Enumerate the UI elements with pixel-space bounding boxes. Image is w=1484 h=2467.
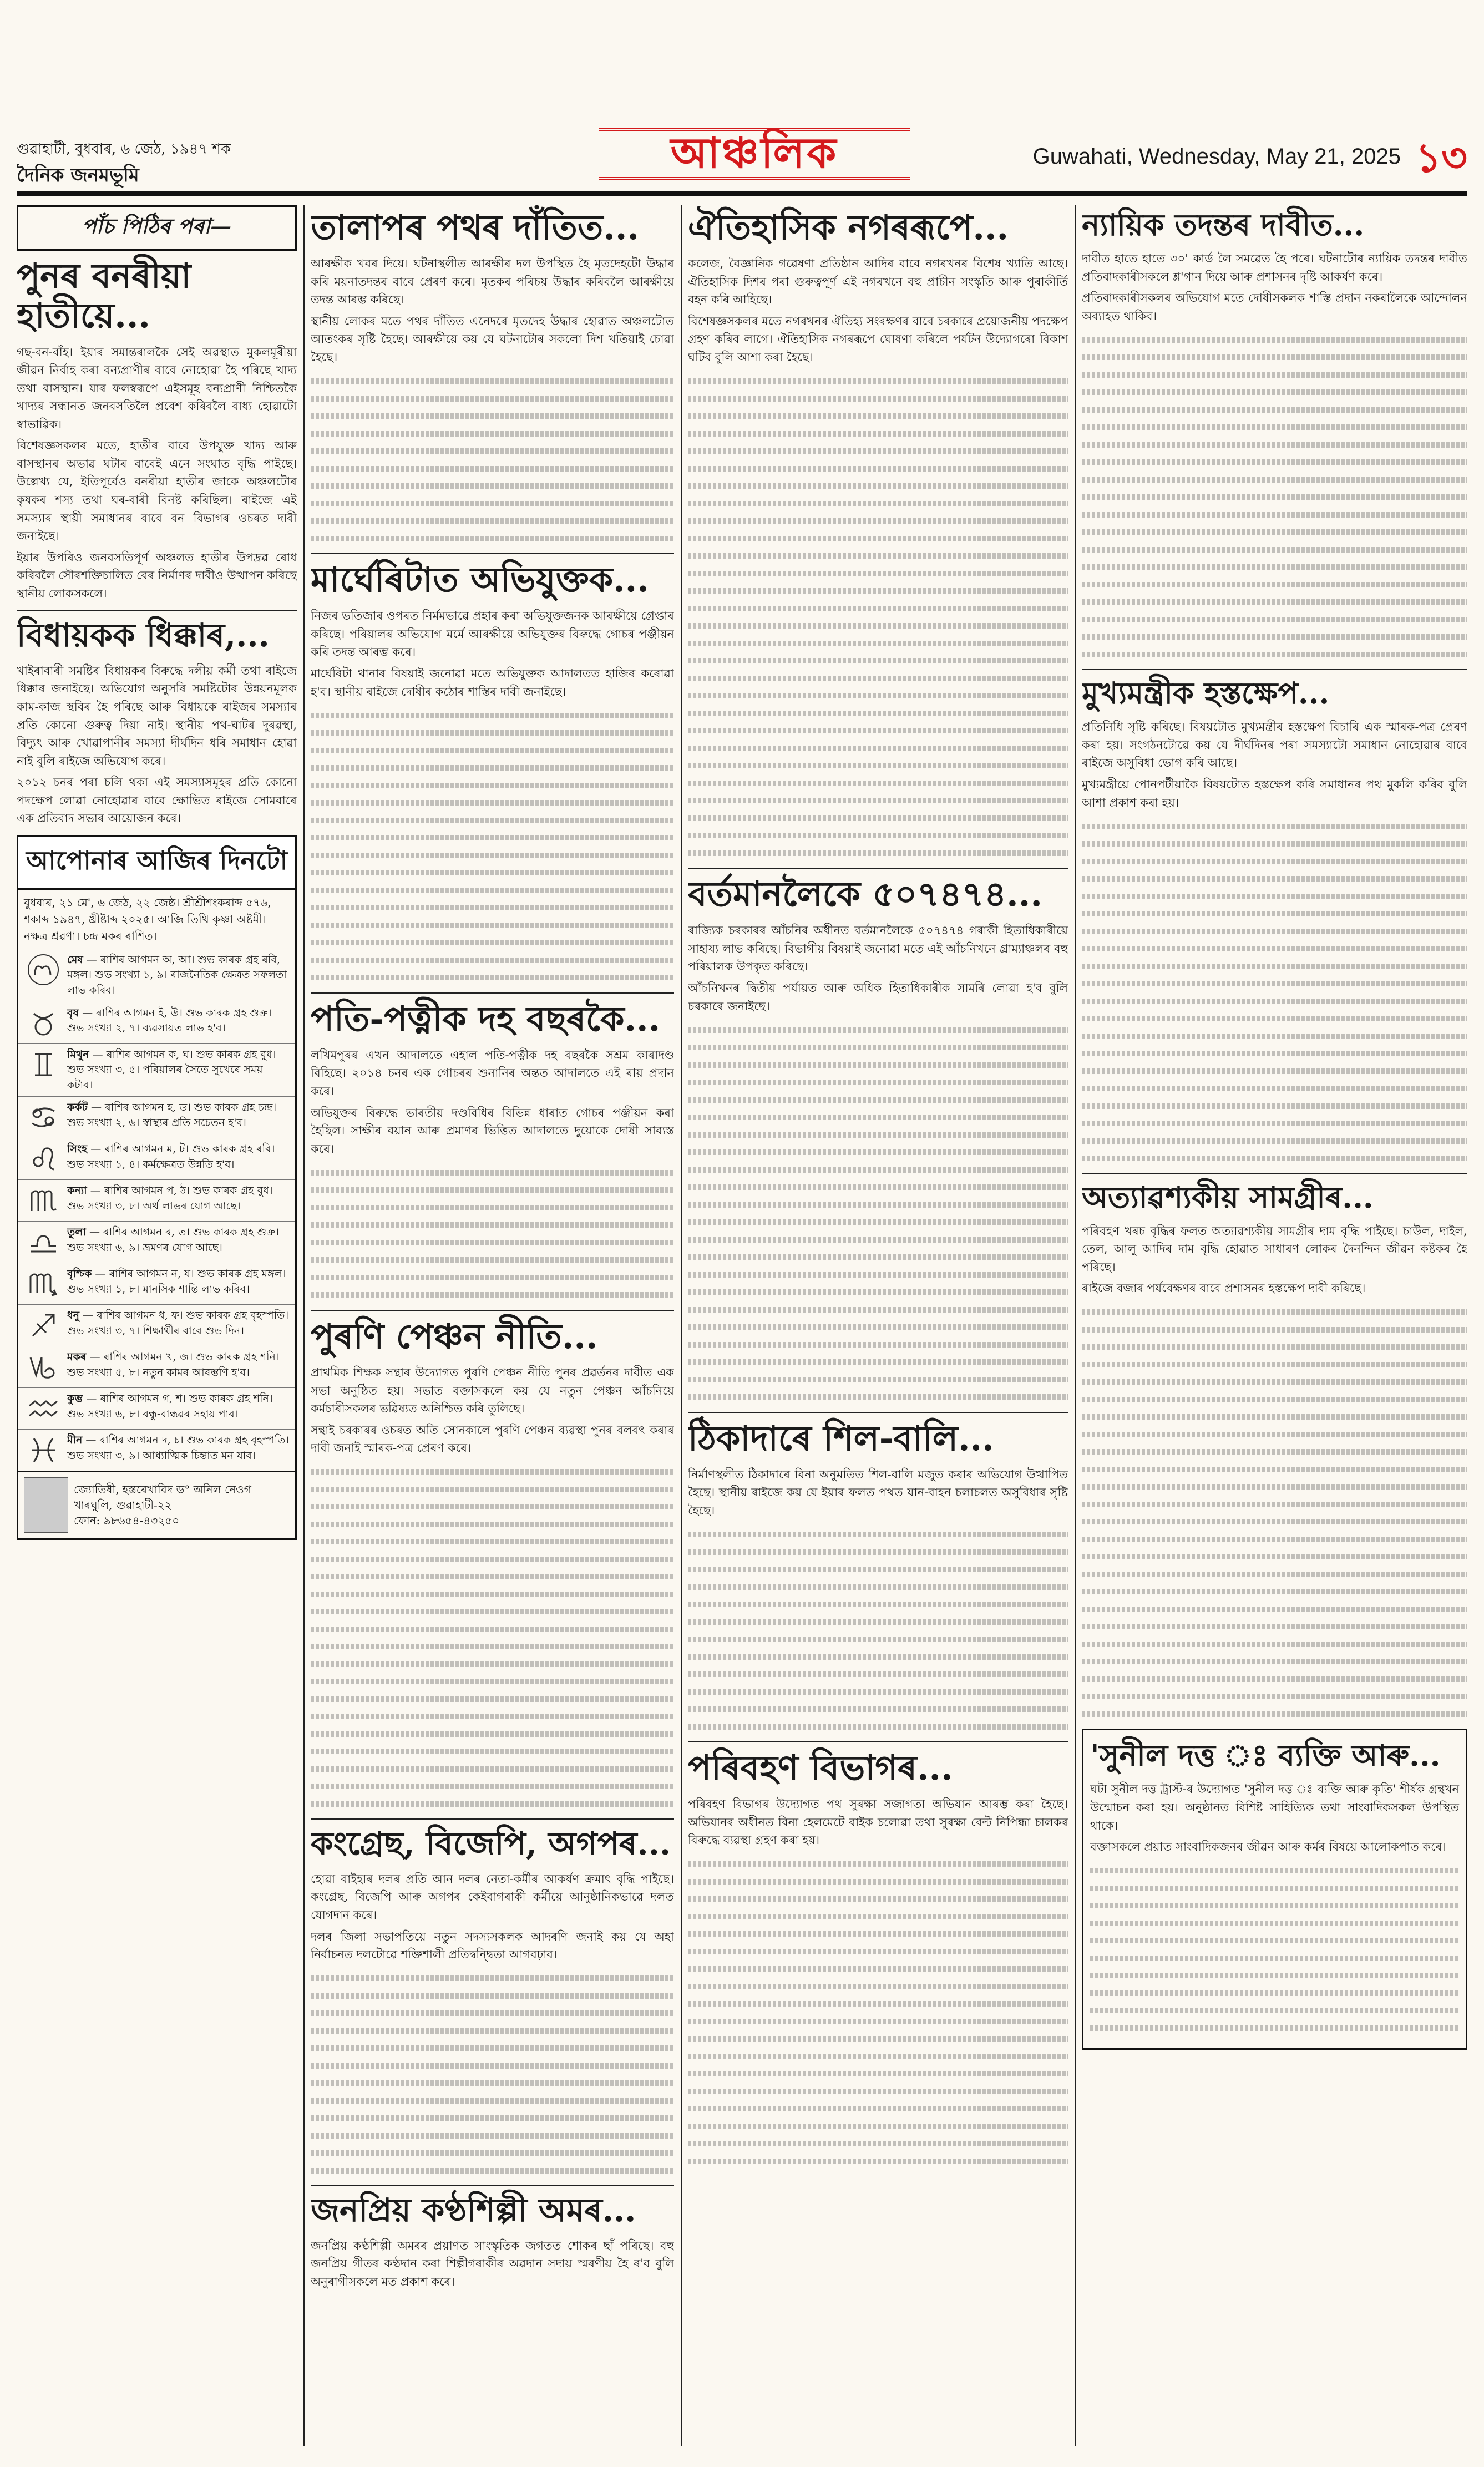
- astrologer-text: জ্যোতিষী, হস্তৰেখাবিদ ড° অনিল নেওগ খাৰঘুলি, গুৱাহাটী-২২ ফোন: ৯৮৬৫৪-৪৩২৫০: [74, 1483, 251, 1528]
- date-left: গুৱাহাটী, বুধবাৰ, ৬ জেঠ, ১৯৪৭ শক: [17, 141, 231, 158]
- headline-singer: জনপ্ৰিয় কণ্ঠশিল্পী অমৰ...: [311, 2191, 636, 2230]
- leo-icon: [24, 1142, 63, 1176]
- horoscope-sign: কুম্ভ — ৰাশিৰ আগমন গ, শ। শুভ কাৰক গ্ৰহ শনি। শুভ সংখ্যা ৬, ৮। বন্ধু-বান্ধৱৰ সহায় পাব।: [18, 1387, 295, 1429]
- sign-name: কৰ্কট: [67, 1101, 88, 1114]
- article-paragraph: নিৰ্মাণস্থলীত ঠিকাদাৰে বিনা অনুমতিত শিল-বালি মজুত কৰাৰ অভিযোগ উত্থাপিত হৈছে। স্থানীয় ৰাইজে কয় যে ইয়াৰ ফলত পথত যান-বাহন চলাচলত অসুবিধাৰ সৃষ্টি হৈছে।: [688, 1467, 1068, 1517]
- date-right: Guwahati, Wednesday, May 21, 2025: [1032, 144, 1401, 169]
- sign-text: ৰাশিৰ আগমন ই, উ। শুভ কাৰক গ্ৰহ শুক্ৰ। শুভ সংখ্যা ২, ৭। ব্যৱসায়ত লাভ হ'ব।: [67, 1006, 272, 1035]
- horoscope-sign: সিংহ — ৰাশিৰ আগমন ম, ট। শুভ কাৰক গ্ৰহ ৰবি। শুভ সংখ্যা ১, ৪। কৰ্মক্ষেত্ৰত উন্নতি হ'ব।: [18, 1138, 295, 1179]
- article-paragraph: দলৰ জিলা সভাপতিয়ে নতুন সদস্যসকলক আদৰণি জনাই কয় যে অহা নিৰ্বাচনত দলটোৱে শক্তিশালী প্ৰতিদ্বন্দ্বিতা আগবঢ়াব।: [311, 1929, 674, 1962]
- article-paragraph: ৰাইজে বজাৰ পৰ্যবেক্ষণৰ বাবে প্ৰশাসনৰ হস্তক্ষেপ দাবী কৰিছে।: [1082, 1281, 1366, 1295]
- story-separator: [688, 868, 1068, 869]
- sign-name: কুম্ভ: [67, 1392, 83, 1405]
- sign-name: মেষ: [67, 953, 83, 966]
- horoscope-sign: তুলা — ৰাশিৰ আগমন ৰ, ত। শুভ কাৰক গ্ৰহ শুক্ৰ। শুভ সংখ্যা ৬, ৯। ভ্ৰমণৰ যোগ আছে।: [18, 1221, 295, 1263]
- libra-icon: [24, 1225, 63, 1259]
- horoscope-sign: মকৰ — ৰাশিৰ আগমন খ, জ। শুভ কাৰক গ্ৰহ শনি। শুভ সংখ্যা ৫, ৮। নতুন কামৰ আৰম্ভণি হ'ব।: [18, 1346, 295, 1387]
- story-separator: [311, 1818, 674, 1820]
- story-separator: [1082, 669, 1467, 670]
- article-paragraph: নিজৰ ভতিজাৰ ওপৰত নিৰ্মমভাৱে প্ৰহাৰ কৰা অভিযুক্তজনক আৰক্ষীয়ে গ্ৰেপ্তাৰ কৰিছে। পৰিয়ালৰ অভিযোগ মৰ্মে আৰক্ষীয়ে অভিযুক্তৰ বিৰুদ্ধে গোচৰ পঞ্জীয়ন কৰি তদন্ত আৰম্ভ কৰে।: [311, 609, 674, 659]
- article-paragraph: প্ৰতিনিধি সৃষ্টি কৰিছে। বিষয়টোত মুখ্যমন্ত্ৰীৰ হস্তক্ষেপ বিচাৰি এক স্মাৰক-পত্ৰ প্ৰেৰণ কৰা হয়। সংগঠনটোৱে কয় যে দীৰ্ঘদিনৰ পৰা সমস্যাটো সমাধান নোহোৱাৰ বাবে ৰাইজে অসুবিধা ভোগ কৰি আছে।: [1082, 720, 1467, 770]
- astrologer-photo: [24, 1477, 68, 1533]
- horoscope-sign: মীন — ৰাশিৰ আগমন দ, চ। শুভ কাৰক গ্ৰহ বৃহস্পতি। শুভ সংখ্যা ৩, ৯। আধ্যাত্মিক চিন্তাত মন যাব।: [18, 1429, 295, 1471]
- text-filler: [311, 1170, 674, 1298]
- article-paragraph: বিশেষজ্ঞসকলৰ মতে, হাতীৰ বাবে উপযুক্ত খাদ্য আৰু বাসস্থানৰ অভাৱ ঘটাৰ বাবেই এনে সংঘাত বৃদ্ধি পাইছে। উল্লেখ্য যে, ইতিপূৰ্বেও বনৰীয়া হাতীৰ জাকে অঞ্চলটোৰ কৃষকৰ শস্য তথা ঘৰ-বাৰী বিনষ্ট কৰিছিল। ৰাইজে এই সমস্যাৰ স্থায়ী সমাধানৰ বাবে বন বিভাগৰ ওচৰত দাবী জনাইছে।: [17, 439, 297, 543]
- headline-mla: বিধায়কক ধিক্কাৰ,...: [17, 616, 270, 655]
- article-paragraph: ৰাজ্যিক চৰকাৰৰ আঁচনিৰ অধীনত বৰ্তমানলৈকে ৫০৭৪৭৪ গৰাকী হিতাধিকাৰীয়ে সাহায্য লাভ কৰিছে। বিভাগীয় বিষয়াই জনোৱা মতে এই আঁচনিখনে গ্ৰাম্যাঞ্চলৰ বহু পৰিয়ালক উপকৃত কৰিছে।: [688, 924, 1068, 974]
- headline-contractor: ঠিকাদাৰে শিল-বালি...: [688, 1417, 994, 1458]
- headline-parties: কংগ্ৰেছ, বিজেপি, অগপৰ...: [311, 1825, 671, 1863]
- article-paragraph: স্থানীয় লোকৰ মতে পথৰ দাঁতিত এনেদৰে মৃতদেহ উদ্ধাৰ হোৱাত অঞ্চলটোত আতংকৰ সৃষ্টি হৈছে। আৰক্ষীয়ে কয় যে ঘটনাটোৰ সকলো দিশ খতিয়াই চোৱা হৈছে।: [311, 314, 674, 364]
- story-separator: [311, 553, 674, 554]
- sign-text: ৰাশিৰ আগমন ম, ট। শুভ কাৰক গ্ৰহ ৰবি। শুভ সংখ্যা ১, ৪। কৰ্মক্ষেত্ৰত উন্নতি হ'ব।: [67, 1143, 275, 1171]
- column-1: [17, 205, 297, 2446]
- scorpio-icon: [24, 1267, 63, 1301]
- sign-text: ৰাশিৰ আগমন অ, আ। শুভ কাৰক গ্ৰহ ৰবি, মঙ্গল। শুভ সংখ্যা ১, ৯। ৰাজনৈতিক ক্ষেত্ৰত সফলতা লাভ কৰিব।: [67, 953, 287, 996]
- text-filler: [1082, 337, 1467, 657]
- sign-name: বৃষ: [67, 1006, 79, 1019]
- sign-text: ৰাশিৰ আগমন ধ, ফ। শুভ কাৰক গ্ৰহ বৃহস্পতি। শুভ সংখ্যা ৩, ৭। শিক্ষাৰ্থীৰ বাবে শুভ দিন।: [67, 1309, 289, 1337]
- top-rule: [17, 191, 1467, 196]
- text-filler: [311, 713, 674, 981]
- headline-pension: পুৰণি পেঞ্চন নীতি...: [311, 1315, 598, 1356]
- text-filler: [688, 1027, 1068, 1400]
- sign-text: ৰাশিৰ আগমন হ, ড। শুভ কাৰক গ্ৰহ চন্দ্ৰ। শুভ সংখ্যা ২, ৬। স্বাস্থ্যৰ প্ৰতি সচেতন হ'ব।: [67, 1101, 277, 1129]
- story-separator: [1082, 1173, 1467, 1174]
- article-paragraph: গছ-বন-বাঁহ। ইয়াৰ সমান্তৰালকৈ সেই অৱস্থাত মুকলমূৰীয়া জীৱন নিৰ্বাহ কৰা বন্যপ্ৰাণীৰ বাবে নোহোৱা হৈ পৰিছে খাদ্য তথা বাসস্থান। যাৰ ফলস্বৰূপে এইসমূহ বন্যপ্ৰাণী নিশ্চিতকৈ খাদ্যৰ সন্ধানত জনবসতিলৈ প্ৰবেশ কৰিবলৈ বাধ্য হোৱাটো স্বাভাৱিক।: [17, 345, 297, 431]
- story-separator: [311, 2185, 674, 2186]
- article-paragraph: বক্তাসকলে প্ৰয়াত সাংবাদিকজনৰ জীৱন আৰু কৰ্মৰ বিষয়ে আলোকপাত কৰে।: [1090, 1840, 1446, 1854]
- sign-text: ৰাশিৰ আগমন গ, শ। শুভ কাৰক গ্ৰহ শনি। শুভ সংখ্যা ৬, ৮। বন্ধু-বান্ধৱৰ সহায় পাব।: [67, 1392, 273, 1420]
- article-paragraph: ২০১২ চনৰ পৰা চলি থকা এই সমস্যাসমূহৰ প্ৰতি কোনো পদক্ষেপ লোৱা নোহোৱাৰ বাবে ক্ষোভিত ৰাইজে সোমবাৰে এক প্ৰতিবাদ সভাৰ আয়োজন কৰে।: [17, 776, 297, 825]
- page-number: ১৩: [1415, 134, 1467, 181]
- story-separator: [311, 992, 674, 994]
- horoscope-sign: মিথুন — ৰাশিৰ আগমন ক, ঘ। শুভ কাৰক গ্ৰহ বুধ। শুভ সংখ্যা ৩, ৫। পৰিয়ালৰ সৈতে সুখেৰে সময় কটাব।: [18, 1043, 295, 1097]
- text-filler: [311, 378, 674, 541]
- sign-name: বৃশ্চিক: [67, 1268, 92, 1280]
- column-3: [688, 205, 1068, 2446]
- sign-name: মীন: [67, 1434, 83, 1447]
- sign-name: মকৰ: [67, 1351, 87, 1364]
- horoscope-intro: বুধবাৰ, ২১ মে', ৬ জেঠ, ২২ জেষ্ঠ। শ্ৰীশ্ৰীশংকৰাব্দ ৫৭৬, শকাব্দ ১৯৪৭, খ্ৰীষ্টাব্দ ২০২৫। আজি তিথি কৃষ্ণা অষ্টমী। নক্ষত্ৰ শ্ৰৱণা। চন্দ্ৰ মকৰ ৰাশিত।: [24, 895, 271, 943]
- article-paragraph: হোৱা বাইহাৰ দলৰ প্ৰতি আন দলৰ নেতা-কৰ্মীৰ আকৰ্ষণ ক্ৰমাৎ বৃদ্ধি পাইছে। কংগ্ৰেছ, বিজেপি আৰু অগপৰ কেইবাগৰাকী কৰ্মীয়ে আনুষ্ঠানিকভাৱে দলত যোগদান কৰে।: [311, 1872, 674, 1922]
- paper-name: দৈনিক জনমভূমি: [17, 164, 139, 186]
- article-paragraph: মুখ্যমন্ত্ৰীয়ে পোনপটীয়াকৈ বিষয়টোত হস্তক্ষেপ কৰি সমাধানৰ পথ মুকলি কৰিব বুলি আশা প্ৰকাশ কৰা হয়।: [1082, 778, 1467, 809]
- text-filler: [1090, 1868, 1459, 2031]
- column-2: [311, 205, 674, 2446]
- headline-couple: পতি-পত্নীক দহ বছৰকৈ...: [311, 998, 661, 1039]
- headline-talap: তালাপৰ পথৰ দাঁতিত...: [311, 207, 640, 247]
- aquarius-icon: [24, 1391, 63, 1426]
- headline-margherita: মাৰ্ঘেৰিটাত অভিযুক্তক...: [311, 559, 649, 600]
- article-paragraph: প্ৰতিবাদকাৰীসকলৰ অভিযোগ মতে দোষীসকলক শাস্তি প্ৰদান নকৰালৈকে আন্দোলন অব্যাহত থাকিব।: [1082, 291, 1467, 323]
- horoscope-sign: বৃশ্চিক — ৰাশিৰ আগমন ন, য। শুভ কাৰক গ্ৰহ মঙ্গল। শুভ সংখ্যা ১, ৮। মানসিক শান্তি লাভ কৰিব।: [18, 1263, 295, 1304]
- text-filler: [688, 1861, 1068, 2164]
- capricorn-icon: [24, 1350, 63, 1384]
- continued-kicker: পাঁচ পিঠিৰ পৰা—: [17, 205, 297, 251]
- article-paragraph: আঁচনিখনৰ দ্বিতীয় পৰ্যায়ত আৰু অধিক হিতাধিকাৰীক সামৰি লোৱা হ'ব বুলি চৰকাৰে জনাইছে।: [688, 981, 1068, 1013]
- sign-text: ৰাশিৰ আগমন ৰ, ত। শুভ কাৰক গ্ৰহ শুক্ৰ। শুভ সংখ্যা ৬, ৯। ভ্ৰমণৰ যোগ আছে।: [67, 1226, 279, 1254]
- headline-transport: পৰিবহণ বিভাগৰ...: [688, 1747, 953, 1789]
- sign-name: তুলা: [67, 1226, 86, 1239]
- story-separator: [311, 1310, 674, 1311]
- sunil-dutta-box: [1082, 1729, 1467, 2050]
- sign-text: ৰাশিৰ আগমন ন, য। শুভ কাৰক গ্ৰহ মঙ্গল। শুভ সংখ্যা ১, ৮। মানসিক শান্তি লাভ কৰিব।: [67, 1268, 286, 1295]
- article-paragraph: জনপ্ৰিয় কণ্ঠশিল্পী অমৰৰ প্ৰয়াণত সাংস্কৃতিক জগতত শোকৰ ছাঁ পৰিছে। বহু জনপ্ৰিয় গীতৰ কণ্ঠদান কৰা শিল্পীগৰাকীৰ অৱদান সদায় স্মৰণীয় হৈ ৰ'ব বুলি অনুৰাগীসকলে মত প্ৰকাশ কৰে।: [311, 2238, 674, 2288]
- headline-number: বৰ্তমানলৈকে ৫০৭৪৭৪...: [688, 874, 1042, 915]
- sign-name: মিথুন: [67, 1048, 89, 1061]
- column-divider: [303, 205, 305, 2446]
- sign-name: সিংহ: [67, 1143, 88, 1156]
- text-filler: [688, 378, 1068, 856]
- article-paragraph: প্ৰাথমিক শিক্ষক সন্থাৰ উদ্যোগত পুৰণি পেঞ্চন নীতি পুনৰ প্ৰৱৰ্তনৰ দাবীত এক সভা অনুষ্ঠিত হয়। সভাত বক্তাসকলে কয় যে নতুন পেঞ্চন আঁচনিয়ে কৰ্মচাৰীসকলৰ ভৱিষ্যত অনিশ্চিত কৰি তুলিছে।: [311, 1365, 674, 1416]
- text-filler: [1082, 1309, 1467, 1717]
- horoscope-sign: মেষ — ৰাশিৰ আগমন অ, আ। শুভ কাৰক গ্ৰহ ৰবি, মঙ্গল। শুভ সংখ্যা ১, ৯। ৰাজনৈতিক ক্ষেত্ৰত সফলতা লাভ কৰিব।: [18, 949, 295, 1002]
- horoscope-box: [17, 835, 297, 1540]
- headline-elephant: পুনৰ বনৰীয়া হাতীয়ে...: [17, 256, 191, 336]
- sign-text: ৰাশিৰ আগমন ক, ঘ। শুভ কাৰক গ্ৰহ বুধ। শুভ সংখ্যা ৩, ৫। পৰিয়ালৰ সৈতে সুখেৰে সময় কটাব।: [67, 1048, 276, 1091]
- text-filler: [311, 1975, 674, 2174]
- aries-icon: [24, 953, 63, 987]
- article-paragraph: আৰক্ষীক খবৰ দিয়ে। ঘটনাস্থলীত আৰক্ষীৰ দল উপস্থিত হৈ মৃতদেহটো উদ্ধাৰ কৰি ময়নাতদন্তৰ বাবে প্ৰেৰণ কৰে। মৃতকৰ পৰিচয় উদ্ধাৰ কৰিবলৈ আৰক্ষীয়ে তদন্ত আৰম্ভ কৰিছে।: [311, 257, 674, 307]
- gemini-icon: [24, 1047, 63, 1082]
- article-paragraph: কলেজ, বৈজ্ঞানিক গৱেষণা প্ৰতিষ্ঠান আদিৰ বাবে নগৰখনৰ বিশেষ খ্যাতি আছে। ঐতিহাসিক দিশৰ পৰা গুৰুত্বপূৰ্ণ এই নগৰখনে বহু প্ৰাচীন সংস্কৃতি আৰু পুৰাকীৰ্তি বহন কৰি আহিছে।: [688, 257, 1068, 307]
- headline-cm: মুখ্যমন্ত্ৰীক হস্তক্ষেপ...: [1082, 675, 1330, 711]
- article-paragraph: সন্থাই চৰকাৰৰ ওচৰত অতি সোনকালে পুৰণি পেঞ্চন ব্যৱস্থা পুনৰ বলবৎ কৰাৰ দাবী জনাই স্মাৰক-পত্ৰ প্ৰেৰণ কৰে।: [311, 1423, 674, 1455]
- pisces-icon: [24, 1433, 63, 1467]
- horoscope-sign: ধনু — ৰাশিৰ আগমন ধ, ফ। শুভ কাৰক গ্ৰহ বৃহস্পতি। শুভ সংখ্যা ৩, ৭। শিক্ষাৰ্থীৰ বাবে শুভ দিন।: [18, 1304, 295, 1346]
- text-filler: [1082, 824, 1467, 1162]
- taurus-icon: [24, 1006, 63, 1040]
- article-paragraph: লখিমপুৰৰ এখন আদালতে এহাল পতি-পত্নীক দহ বছৰকৈ সশ্ৰম কাৰাদণ্ড বিহিছে। ২০১৪ চনৰ এক গোচৰৰ শুনানিৰ অন্তত আদালতে এই ৰায় প্ৰদান কৰে।: [311, 1048, 674, 1098]
- article-paragraph: পৰিবহণ খৰচ বৃদ্ধিৰ ফলত অত্যাৱশ্যকীয় সামগ্ৰীৰ দাম বৃদ্ধি পাইছে। চাউল, দাইল, তেল, আলু আদিৰ দাম বৃদ্ধি হোৱাত সাধাৰণ লোকৰ দৈনন্দিন জীৱন কষ্টকৰ হৈ পৰিছে।: [1082, 1224, 1467, 1274]
- sign-name: কন্যা: [67, 1184, 87, 1197]
- column-divider: [681, 205, 682, 2446]
- cancer-icon: [24, 1100, 63, 1134]
- section-title: আঞ্চলিক: [599, 128, 910, 180]
- headline-sunil-dutta: 'সুনীল দত্ত ঃ ব্যক্তি আৰু...: [1090, 1737, 1441, 1774]
- virgo-icon: [24, 1183, 63, 1218]
- headline-judicial: ন্যায়িক তদন্তৰ দাবীত...: [1082, 207, 1365, 242]
- horoscope-sign: কন্যা — ৰাশিৰ আগমন প, ঠ। শুভ কাৰক গ্ৰহ বুধ। শুভ সংখ্যা ৩, ৮। অৰ্থ লাভৰ যোগ আছে।: [18, 1179, 295, 1221]
- headline-essentials: অত্যাৱশ্যকীয় সামগ্ৰীৰ...: [1082, 1179, 1374, 1215]
- sagittarius-icon: [24, 1308, 63, 1343]
- article-paragraph: পৰিবহণ বিভাগৰ উদ্যোগত পথ সুৰক্ষা সজাগতা অভিযান আৰম্ভ কৰা হৈছে। অভিযানৰ অধীনত বিনা হেলমেটে বাইক চলোৱা তথা সুৰক্ষা বেল্ট নিপিন্ধা চালকৰ বিৰুদ্ধে ব্যৱস্থা গ্ৰহণ কৰা হয়।: [688, 1797, 1068, 1847]
- astrologer-credit: [18, 1471, 295, 1538]
- sign-text: ৰাশিৰ আগমন প, ঠ। শুভ কাৰক গ্ৰহ বুধ। শুভ সংখ্যা ৩, ৮। অৰ্থ লাভৰ যোগ আছে।: [67, 1184, 273, 1212]
- sign-text: ৰাশিৰ আগমন খ, জ। শুভ কাৰক গ্ৰহ শনি। শুভ সংখ্যা ৫, ৮। নতুন কামৰ আৰম্ভণি হ'ব।: [67, 1351, 280, 1379]
- article-paragraph: অভিযুক্তৰ বিৰুদ্ধে ভাৰতীয় দণ্ডবিধিৰ বিভিন্ন ধাৰাত গোচৰ পঞ্জীয়ন কৰা হৈছিল। সাক্ষীৰ বয়ান আৰু প্ৰমাণৰ ভিত্তিত আদালতে দুয়োকে দোষী সাব্যস্ত কৰে।: [311, 1106, 674, 1156]
- column-4: [1082, 205, 1467, 2446]
- sign-text: ৰাশিৰ আগমন দ, চ। শুভ কাৰক গ্ৰহ বৃহস্পতি। শুভ সংখ্যা ৩, ৯। আধ্যাত্মিক চিন্তাত মন যাব।: [67, 1434, 290, 1462]
- article-paragraph: মাৰ্ঘেৰিটা থানাৰ বিষয়াই জনোৱা মতে অভিযুক্তক আদালতত হাজিৰ কৰোৱা হ'ব। স্থানীয় ৰাইজে দোষীৰ কঠোৰ শাস্তিৰ দাবী জনাইছে।: [311, 667, 674, 698]
- headline-historic-city: ঐতিহাসিক নগৰৰূপে...: [688, 207, 1009, 247]
- horoscope-sign: বৃষ — ৰাশিৰ আগমন ই, উ। শুভ কাৰক গ্ৰহ শুক্ৰ। শুভ সংখ্যা ২, ৭। ব্যৱসায়ত লাভ হ'ব।: [18, 1002, 295, 1043]
- story-separator: [688, 1412, 1068, 1413]
- column-divider: [1075, 205, 1076, 2446]
- text-filler: [688, 1532, 1068, 1730]
- horoscope-sign: কৰ্কট — ৰাশিৰ আগমন হ, ড। শুভ কাৰক গ্ৰহ চন্দ্ৰ। শুভ সংখ্যা ২, ৬। স্বাস্থ্যৰ প্ৰতি সচেতন হ'ব।: [18, 1096, 295, 1138]
- text-filler: [311, 1469, 674, 1807]
- article-paragraph: খাইৰাবাৰী সমষ্টিৰ বিধায়কৰ বিৰুদ্ধে দলীয় কৰ্মী তথা ৰাইজে ধিক্কাৰ জনাইছে। অভিযোগ অনুসৰি সমষ্টিটোৰ উন্নয়নমূলক কাম-কাজ স্থবিৰ হৈ পৰিছে আৰু বিধায়কে ৰাইজৰ সমস্যাৰ প্ৰতি কোনো গুৰুত্ব দিয়া নাই। স্থানীয় পথ-ঘাটৰ দুৰৱস্থা, বিদ্যুৎ আৰু খোৱাপানীৰ সমস্যা দীৰ্ঘদিন ধৰি সমাধান হোৱা নাই বুলি ৰাইজে অভিযোগ কৰে।: [17, 663, 297, 768]
- story-separator: [17, 610, 297, 611]
- story-separator: [688, 1741, 1068, 1742]
- masthead: [17, 128, 1467, 189]
- horoscope-title: আপোনাৰ আজিৰ দিনটো: [18, 837, 295, 890]
- sign-name: ধনু: [67, 1309, 79, 1322]
- article-paragraph: বিশেষজ্ঞসকলৰ মতে নগৰখনৰ ঐতিহ্য সংৰক্ষণৰ বাবে চৰকাৰে প্ৰয়োজনীয় পদক্ষেপ গ্ৰহণ কৰিব লাগে। ঐতিহাসিক নগৰৰূপে ঘোষণা কৰিলে পৰ্যটন উদ্যোগৰো বিকাশ ঘটিব বুলি আশা কৰা হৈছে।: [688, 314, 1068, 364]
- article-paragraph: ঘটা সুনীল দত্ত ট্ৰাস্ট-ৰ উদ্যোগত 'সুনীল দত্ত ঃ ব্যক্তি আৰু কৃতি' শীৰ্ষক গ্ৰন্থখন উন্মোচন কৰা হয়। অনুষ্ঠানত বিশিষ্ট সাহিত্যিক তথা সাংবাদিকসকল উপস্থিত থাকে।: [1090, 1782, 1459, 1832]
- article-paragraph: ইয়াৰ উপৰিও জনবসতিপূৰ্ণ অঞ্চলত হাতীৰ উপদ্ৰৱ ৰোধ কৰিবলৈ সৌৰশক্তিচালিত বেৰ নিৰ্মাণৰ দাবীও উত্থাপন কৰিছে স্থানীয় লোকসকলে।: [17, 550, 297, 600]
- article-paragraph: দাবীত হাতে হাতে ৩০' কাৰ্ড লৈ সমৱেত হৈ পৰে। ঘটনাটোৰ ন্যায়িক তদন্তৰ দাবীত প্ৰতিবাদকাৰীসকলে শ্ল'গান দিয়ে আৰু প্ৰশাসনৰ দৃষ্টি আকৰ্ষণ কৰে।: [1082, 252, 1467, 283]
